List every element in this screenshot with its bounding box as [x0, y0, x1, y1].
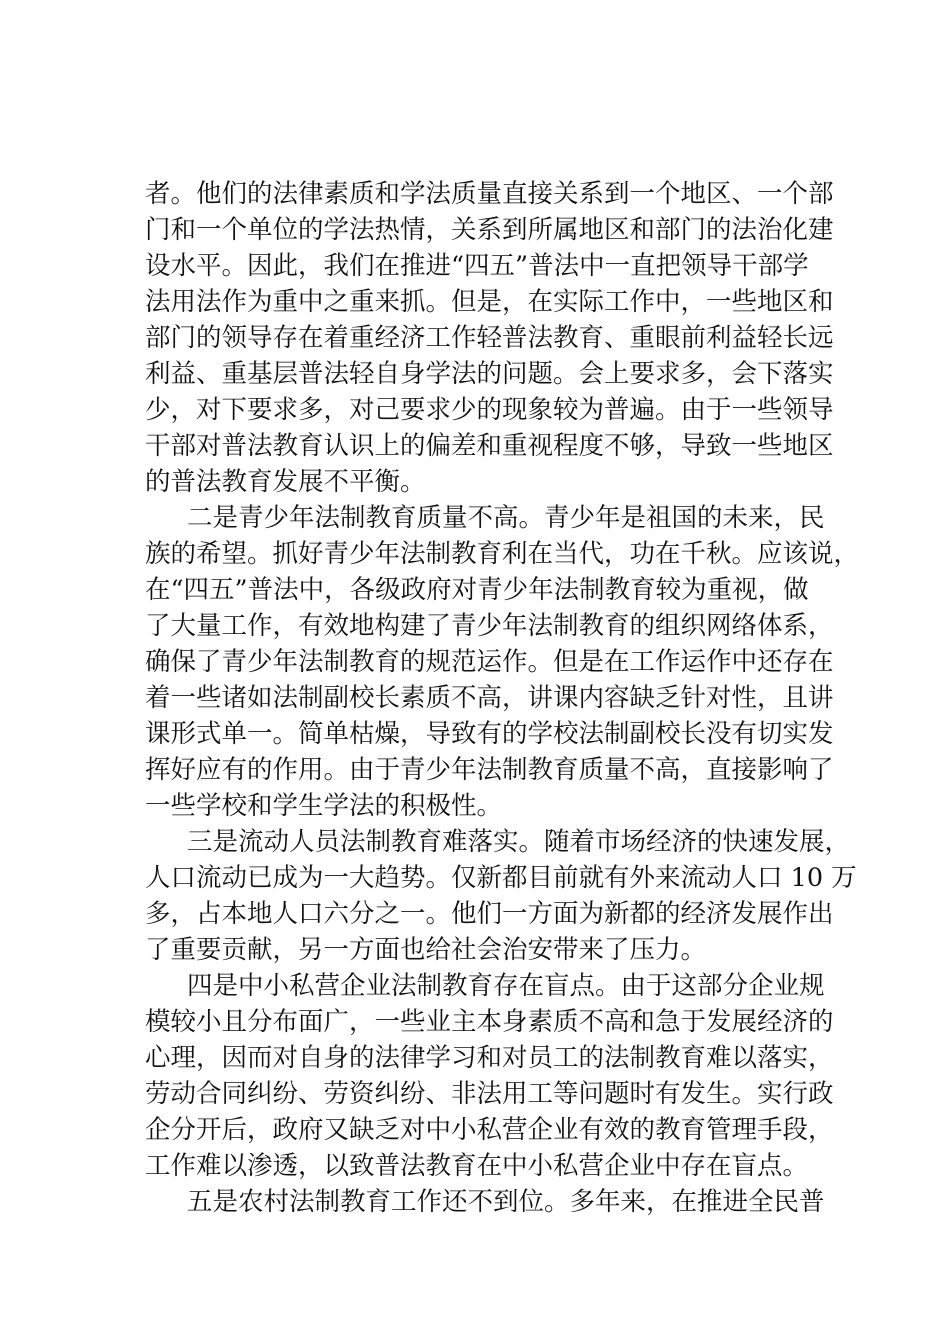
text-line: 的普法教育发展不平衡。: [145, 467, 426, 497]
text-line: 法用法作为重中之重来抓。但是，在实际工作中，一些地区和: [145, 287, 834, 317]
paragraph-first-line: 二是青少年法制教育质量不高。青少年是祖国的未来，民: [187, 503, 825, 533]
text-line: 心理，因而对自身的法律学习和对员工的法制教育难以落实，: [145, 1043, 834, 1073]
text-line: 了大量工作，有效地构建了青少年法制教育的组织网络体系，: [145, 611, 834, 641]
text-line: 在“四五”普法中，各级政府对青少年法制教育较为重视，做: [145, 575, 809, 605]
paragraph-first-line: 五是农村法制教育工作还不到位。多年来，在推进全民普: [187, 1187, 825, 1217]
paragraph-first-line: 三是流动人员法制教育难落实。随着市场经济的快速发展，: [187, 827, 851, 857]
text-line: 着一些诸如法制副校长素质不高，讲课内容缺乏针对性，且讲: [145, 683, 834, 713]
text-line: 族的希望。抓好青少年法制教育利在当代，功在千秋。应该说，: [145, 539, 860, 569]
paragraph-first-line: 四是中小私营企业法制教育存在盲点。由于这部分企业规: [187, 971, 825, 1001]
text-line: 工作难以渗透，以致普法教育在中小私营企业中存在盲点。: [145, 1151, 809, 1181]
text-line: 少，对下要求多，对己要求少的现象较为普遍。由于一些领导: [145, 395, 834, 425]
text-line: 者。他们的法律素质和学法质量直接关系到一个地区、一个部: [145, 179, 834, 209]
text-line: 企分开后，政府又缺乏对中小私营企业有效的教育管理手段，: [145, 1115, 834, 1145]
text-line: 利益、重基层普法轻自身学法的问题。会上要求多，会下落实: [145, 359, 834, 389]
text-line: 确保了青少年法制教育的规范运作。但是在工作运作中还存在: [145, 647, 834, 677]
text-line: 课形式单一。简单枯燥，导致有的学校法制副校长没有切实发: [145, 719, 834, 749]
text-line: 一些学校和学生学法的积极性。: [145, 791, 503, 821]
text-line: 部门的领导存在着重经济工作轻普法教育、重眼前利益轻长远: [145, 323, 834, 353]
text-line: 人口流动已成为一大趋势。仅新都目前就有外来流动人口 10 万: [145, 863, 857, 893]
text-line: 了重要贡献，另一方面也给社会治安带来了压力。: [145, 935, 707, 965]
text-line: 模较小且分布面广，一些业主本身素质不高和急于发展经济的: [145, 1007, 834, 1037]
text-line: 设水平。因此，我们在推进“四五”普法中一直把领导干部学: [145, 251, 809, 281]
text-line: 门和一个单位的学法热情，关系到所属地区和部门的法治化建: [145, 215, 834, 245]
text-line: 多，占本地人口六分之一。他们一方面为新都的经济发展作出: [145, 899, 834, 929]
text-line: 干部对普法教育认识上的偏差和重视程度不够，导致一些地区: [145, 431, 834, 461]
text-line: 挥好应有的作用。由于青少年法制教育质量不高，直接影响了: [145, 755, 834, 785]
text-line: 劳动合同纠纷、劳资纠纷、非法用工等问题时有发生。实行政: [145, 1079, 834, 1109]
